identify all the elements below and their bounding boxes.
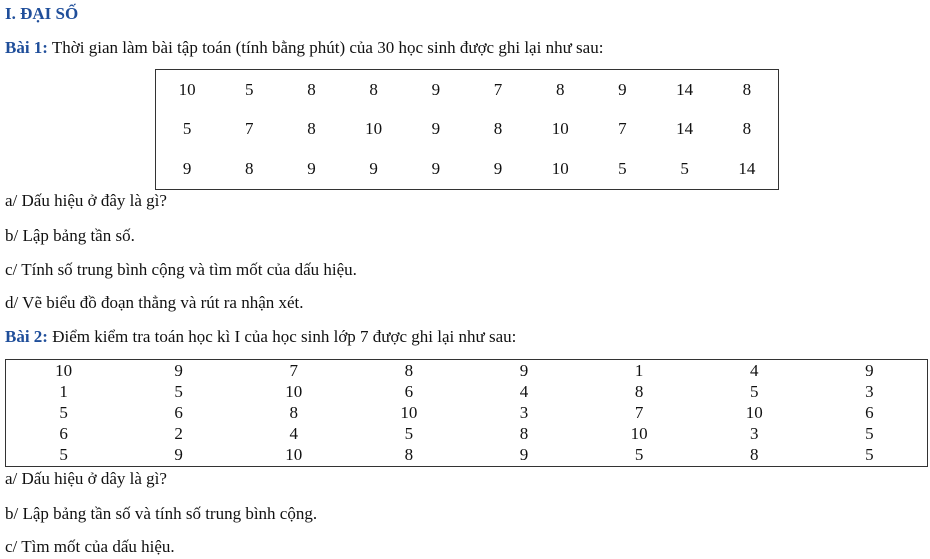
table-cell: 6 [865, 402, 874, 422]
table-cell: 5 [59, 445, 68, 465]
table-cell: 5 [59, 402, 68, 422]
table-cell: 9 [431, 79, 441, 99]
table-row [156, 110, 779, 150]
table-cell: 1 [59, 381, 68, 401]
table-cell: 8 [555, 79, 565, 99]
table-cell: 9 [519, 360, 529, 380]
table-cell: 7 [634, 402, 644, 422]
table-cell: 5 [750, 381, 759, 401]
table-cell: 10 [551, 159, 569, 179]
table-cell: 10 [630, 424, 648, 444]
table-cell: 10 [285, 445, 303, 465]
table-cell: 5 [618, 159, 627, 179]
table-cell: 8 [404, 360, 414, 380]
table-cell: 9 [865, 360, 874, 380]
table-cell: 8 [742, 119, 752, 139]
exercise2-prompt [5, 327, 516, 347]
table-cell: 9 [493, 159, 503, 179]
table-cell: 5 [182, 119, 192, 139]
table-cell: 5 [245, 79, 254, 99]
table-cell: 8 [307, 79, 316, 99]
exercise1-data-table [155, 69, 779, 190]
table-cell: 14 [676, 79, 694, 99]
exercise1-question-d: d/ Vẽ biểu đồ đoạn thẳng và rút ra nhận xét. [5, 293, 304, 312]
table-row [156, 70, 779, 110]
table-row [156, 149, 779, 189]
table-cell: 10 [745, 402, 763, 422]
table-cell: 2 [174, 424, 183, 444]
table-cell: 5 [865, 424, 874, 444]
table-cell: 3 [750, 424, 759, 444]
table-cell: 7 [289, 360, 299, 380]
table-cell: 7 [493, 79, 503, 99]
table-cell: 6 [59, 424, 68, 444]
table-cell: 9 [431, 159, 441, 179]
table-row [6, 402, 928, 423]
exercise2-question-c: c/ Tìm mốt của dấu hiệu. [5, 537, 175, 556]
table-cell: 6 [174, 402, 183, 422]
exercise2-label: Bài 2: [5, 327, 48, 346]
table-row [6, 381, 928, 402]
table-cell: 8 [369, 79, 378, 99]
table-cell: 5 [865, 445, 874, 465]
table-cell: 7 [618, 119, 627, 139]
table-cell: 14 [676, 119, 694, 139]
exercise1-question-b: b/ Lập bảng tần số. [5, 226, 135, 245]
table-cell: 8 [493, 119, 503, 139]
table-cell: 5 [680, 159, 689, 179]
table-cell: 8 [519, 424, 529, 444]
table-cell: 5 [174, 381, 183, 401]
table-cell: 9 [307, 159, 316, 179]
table-cell: 4 [750, 360, 759, 380]
table-cell: 10 [551, 119, 569, 139]
exercise1-label: Bài 1: [5, 38, 48, 57]
table-cell: 7 [245, 119, 254, 139]
table-cell: 10 [400, 402, 418, 422]
table-cell: 3 [519, 402, 529, 422]
table-cell: 14 [738, 159, 756, 179]
table-cell: 8 [634, 381, 644, 401]
table-row [6, 360, 928, 382]
table-cell: 8 [750, 445, 759, 465]
table-cell: 8 [307, 119, 316, 139]
exercise1-text: Thời gian làm bài tập toán (tính bằng phút) của 30 học sinh được ghi lại như sau: [47, 38, 604, 57]
table-cell: 9 [174, 445, 183, 465]
table-cell: 10 [178, 79, 196, 99]
table-cell: 9 [519, 445, 529, 465]
table-cell: 3 [865, 381, 874, 401]
exercise1-prompt [5, 38, 603, 58]
table-row [6, 424, 928, 445]
table-cell: 1 [634, 360, 644, 380]
table-cell: 10 [55, 360, 73, 380]
table-cell: 8 [245, 159, 254, 179]
table-cell: 10 [285, 381, 303, 401]
exercise2-data-table [5, 359, 928, 467]
table-cell: 6 [404, 381, 414, 401]
table-cell: 9 [431, 119, 441, 139]
exercise1-question-a: a/ Dấu hiệu ở đây là gì? [5, 191, 167, 210]
table-cell: 8 [404, 445, 414, 465]
section-title: I. ĐẠI SỐ [5, 4, 79, 23]
table-cell: 9 [369, 159, 378, 179]
table-cell: 4 [289, 424, 299, 444]
table-cell: 9 [174, 360, 183, 380]
table-cell: 9 [182, 159, 192, 179]
table-cell: 8 [742, 79, 752, 99]
exercise2-question-b: b/ Lập bảng tần số và tính số trung bình cộng. [5, 504, 318, 523]
table-cell: 9 [618, 79, 627, 99]
table-cell: 5 [404, 424, 414, 444]
table-cell: 4 [519, 381, 529, 401]
table-cell: 10 [365, 119, 383, 139]
table-cell: 8 [289, 402, 299, 422]
table-row [6, 445, 928, 467]
exercise2-text: Điểm kiểm tra toán học kì I của học sinh lớp 7 được ghi lại như sau: [47, 327, 517, 346]
exercise1-question-c: c/ Tính số trung bình cộng và tìm mốt của dấu hiệu. [5, 260, 357, 279]
exercise2-question-a: a/ Dấu hiệu ở dây là gì? [5, 469, 167, 488]
table-cell: 5 [634, 445, 644, 465]
